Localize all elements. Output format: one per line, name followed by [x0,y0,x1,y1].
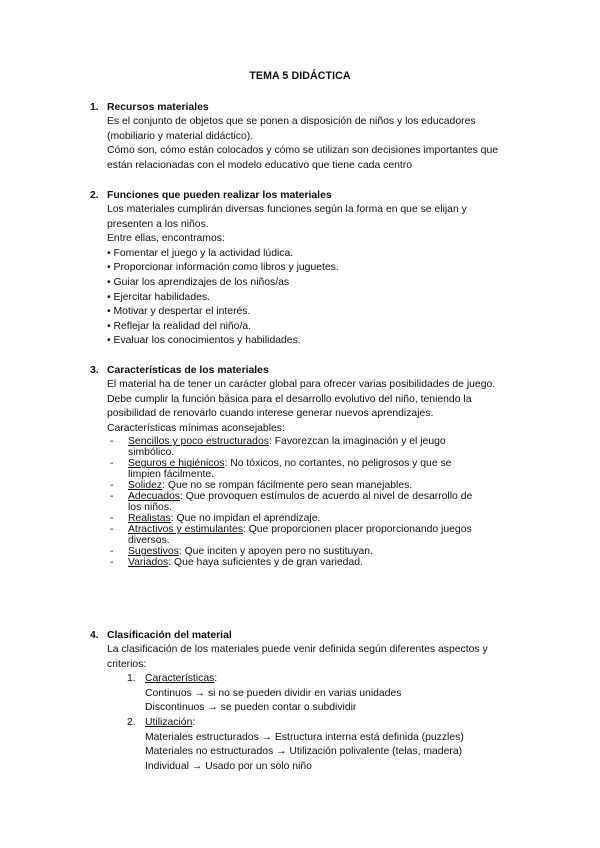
paragraph-line: presenten a los niños. [107,218,209,230]
subsection-utilizacion [107,716,530,731]
classification-line: Continuos → si no se pueden dividir en varias unidades [145,687,402,699]
characteristic-description: : Favorezcan la imaginación y el jeugo [268,436,446,448]
section-number: 1. [90,102,99,113]
paragraph-line: posibilidad de renovarlo cuando interese generar nuevos aprendizajes. [107,408,434,420]
dash-marker: - [110,513,114,525]
section-caracteristicas [90,364,530,568]
section-title: Características de los materiales [107,365,269,376]
section-heading [90,189,530,203]
section-heading [90,629,530,643]
characteristic-description: : Que no impidan el aprendizaje. [170,513,321,525]
characteristic-term: Sugestivos [128,546,179,558]
dash-marker: - [110,557,114,569]
bullet-item: • Guiar los aprendizajes de los niños/as [107,276,290,288]
paragraph-line: Es el conjunto de objetos que se ponen a disposición de niños y los educadores [107,116,476,127]
characteristic-item [90,491,530,513]
characteristic-item [90,458,530,480]
characteristic-term: Variados [128,557,169,569]
characteristic-item [90,557,530,568]
section-title: Funciones que pueden realizar los materiales [107,190,332,201]
characteristic-term: Sencillos y poco estructurados [128,436,269,448]
section-body [107,115,530,173]
characteristic-description: : Que no se rompan fácilmente pero sean manejables. [162,480,413,492]
section-body [107,203,530,349]
section-heading [90,101,530,115]
section-recursos-materiales [90,101,530,173]
characteristic-item [90,546,530,557]
characteristic-item [90,513,530,524]
characteristic-continuation: simbólico. [128,447,175,459]
paragraph-line: Los materiales cumplirán diversas funciones según la forma en que se elijan y [107,204,467,215]
section-funciones [90,189,530,349]
characteristic-continuation: limpien fácilmente. [128,469,215,481]
section-body [107,378,530,436]
paragraph-line: (mobiliario y material didáctico). [107,130,254,142]
section-heading [90,364,530,378]
classification-line: Materiales no estructurados → Utilización polivalente (telas, madera) [145,746,463,758]
document-title: TEMA 5 DIDÁCTICA [249,70,351,82]
paragraph-line: criterios: [107,658,147,670]
characteristic-continuation: los niños. [128,502,172,514]
subsection-colon: : [192,716,196,728]
section-number: 3. [90,365,99,376]
paragraph-line: Debe cumplir la función básica para el desarrollo evolutivo del niño, teniendo la [107,393,472,405]
characteristic-item [90,436,530,458]
bullet-item: • Fomentar el juego y la actividad lúdica. [107,247,294,259]
characteristic-description: : Que inciten y apoyen pero no sustituyan. [178,546,373,558]
characteristic-continuation: diversos. [128,535,170,547]
paragraph-line: están relacionadas con el modelo educativo que tiene cada centro [107,159,412,171]
bullet-item: • Ejercitar habilidades. [107,291,210,303]
classification-line: Materiales estructurados → Estructura interna está definida (puzzles) [145,731,464,743]
bullet-item: • Motivar y despertar el interés. [107,306,251,318]
dash-marker: - [110,524,114,536]
subsection-number: 2. [127,716,136,728]
section-clasificacion [90,629,530,774]
subsection-caracteristicas [107,672,530,687]
subsection-label: Utilización [145,716,193,728]
paragraph-line: Características mínimas aconsejables: [107,422,285,434]
section-number: 2. [90,190,99,201]
characteristic-description: : Que provoquen estímulos de acuerdo al nivel de desarrollo de [180,491,473,503]
subsection-label: Características [145,673,215,685]
characteristic-term: Solidez [128,480,163,492]
dash-marker: - [110,480,114,492]
section-title: Clasificación del material [107,630,232,641]
subsection-list [107,672,530,774]
subsection-number: 1. [127,673,136,685]
paragraph-line: Entre ellas, encontramos: [107,233,225,245]
dash-marker: - [110,436,114,448]
section-number: 4. [90,630,99,641]
characteristic-item [90,480,530,491]
characteristic-term: Atractivos y estimulantes [128,524,243,536]
characteristic-term: Realistas [128,513,171,525]
bullet-item: • Proporcionar información como libros y juguetes. [107,262,339,274]
bullet-item: • Reflejar la realidad del niño/a. [107,320,251,332]
bullet-item: • Evaluar los conocimientos y habilidades. [107,335,301,347]
characteristic-description: : Que proporcionen placer proporcionando juegos [242,524,472,536]
characteristic-term: Seguros e higiénicos [128,458,225,470]
section-body [107,643,530,672]
characteristic-description: : Que haya suficientes y de gran variedad. [168,557,363,569]
characteristic-description: : No tóxicos, no cortantes, no peligrosos y que se [224,458,452,470]
paragraph-line: El material ha de tener un carácter global para ofrecer varias posibilidades de juego. [107,379,496,390]
classification-line: Discontinuos → se pueden contar o subdividir [145,702,357,714]
subsection-colon: : [214,673,218,685]
characteristic-term: Adecuados [128,491,180,503]
section-title: Recursos materiales [107,102,209,113]
paragraph-line: La clasificación de los materiales puede venir definida según diferentes aspectos y [107,644,488,655]
classification-line: Individual → Usado por un solo niño [145,760,312,772]
dash-marker: - [110,458,114,470]
dash-marker: - [110,491,114,503]
dash-marker: - [110,546,114,558]
characteristics-list [90,436,530,568]
characteristic-item [90,524,530,546]
paragraph-line: Cómo son, cómo están colocados y cómo se utilizan son decisiones importantes que [107,145,499,157]
